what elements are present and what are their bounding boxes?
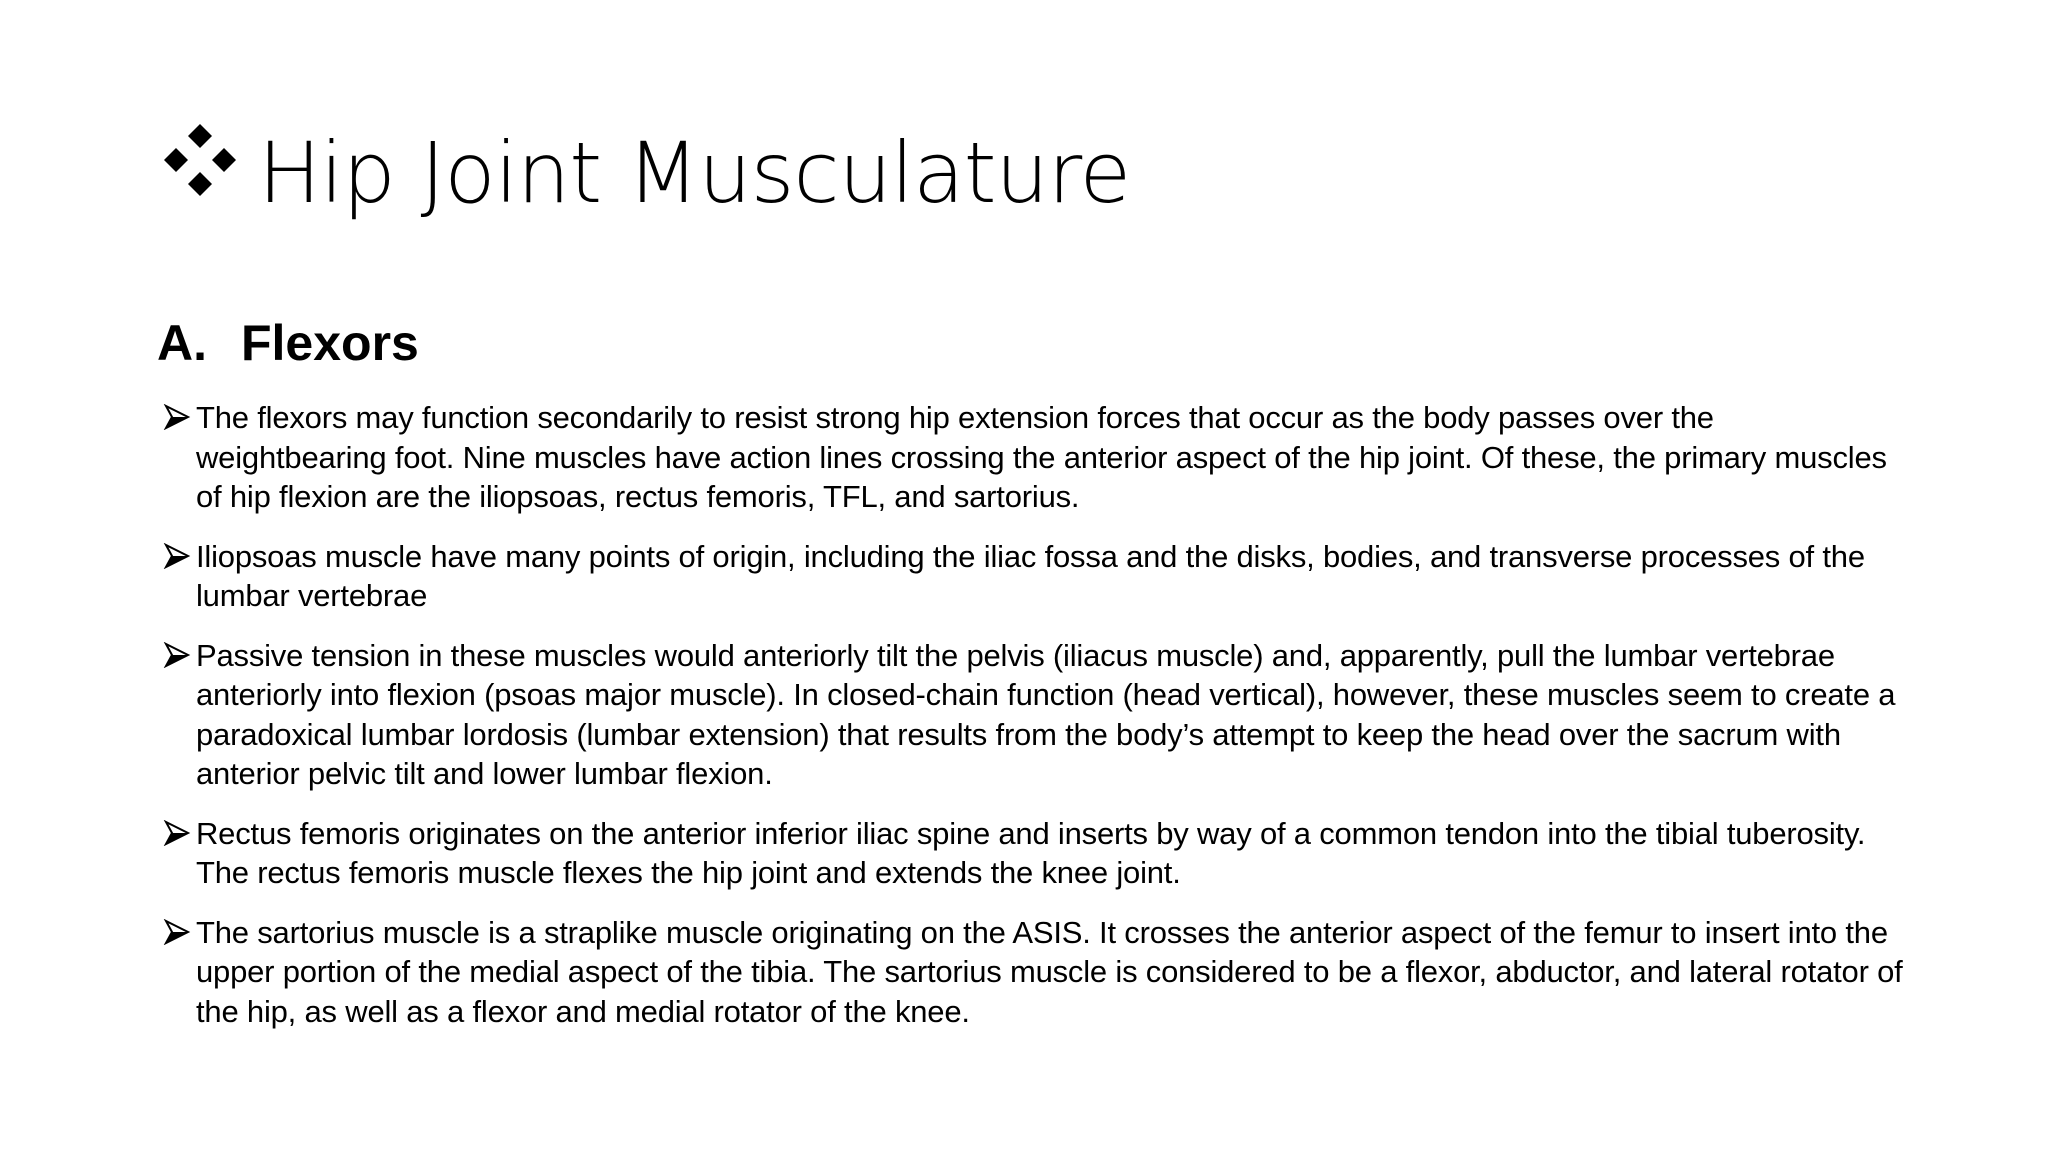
arrowhead-bullet-icon: [160, 642, 194, 668]
bullet-item: [160, 398, 1910, 517]
bullet-item: [160, 814, 1910, 893]
arrowhead-bullet-icon: [160, 404, 194, 430]
bullet-item: [160, 636, 1910, 794]
section-heading: [157, 313, 419, 373]
bullet-text: Passive tension in these muscles would anteriorly tilt the pelvis (iliacus muscle) and, apparently, pull the lumbar vertebrae anteriorly into flexion (psoas major muscle). In closed-chain function (head vertical), however, these muscles seem to create a paradoxical lumbar lordosis (lumbar extension) that results from the body’s attempt to keep the head over the sacrum with anterior pelvic tilt and lower lumbar flexion.: [196, 637, 1896, 791]
bullet-item: [160, 537, 1910, 616]
arrowhead-bullet-icon: [160, 919, 194, 945]
bullet-list: [160, 398, 1910, 1051]
arrowhead-bullet-icon: [160, 820, 194, 846]
title-row: [164, 118, 1130, 228]
four-diamond-icon: [164, 124, 236, 196]
bullet-text: Iliopsoas muscle have many points of origin, including the iliac fossa and the disks, bodies, and transverse processes of the lumbar vertebrae: [196, 538, 1865, 613]
slide-title: Hip Joint Musculature: [258, 124, 1131, 222]
arrowhead-bullet-icon: [160, 543, 194, 569]
bullet-text: The sartorius muscle is a straplike muscle originating on the ASIS. It crosses the anterior aspect of the femur to insert into the upper portion of the medial aspect of the tibia. The sartorius muscle is considered to be a flexor, abductor, and lateral rotator of the hip, as well as a flexor and medial rotator of the knee.: [196, 914, 1903, 1029]
bullet-text: Rectus femoris originates on the anterior inferior iliac spine and inserts by way of a common tendon into the tibial tuberosity. The rectus femoris muscle flexes the hip joint and extends the knee joint.: [196, 815, 1866, 890]
bullet-item: [160, 913, 1910, 1032]
section-letter: A.: [157, 315, 207, 371]
bullet-text: The flexors may function secondarily to resist strong hip extension forces that occur as the body passes over the weightbearing foot. Nine muscles have action lines crossing the anterior aspect of the hip joint. Of these, the primary muscles of hip flexion are the iliopsoas, rectus femoris, TFL, and sartorius.: [196, 400, 1887, 514]
section-label: Flexors: [241, 315, 419, 371]
